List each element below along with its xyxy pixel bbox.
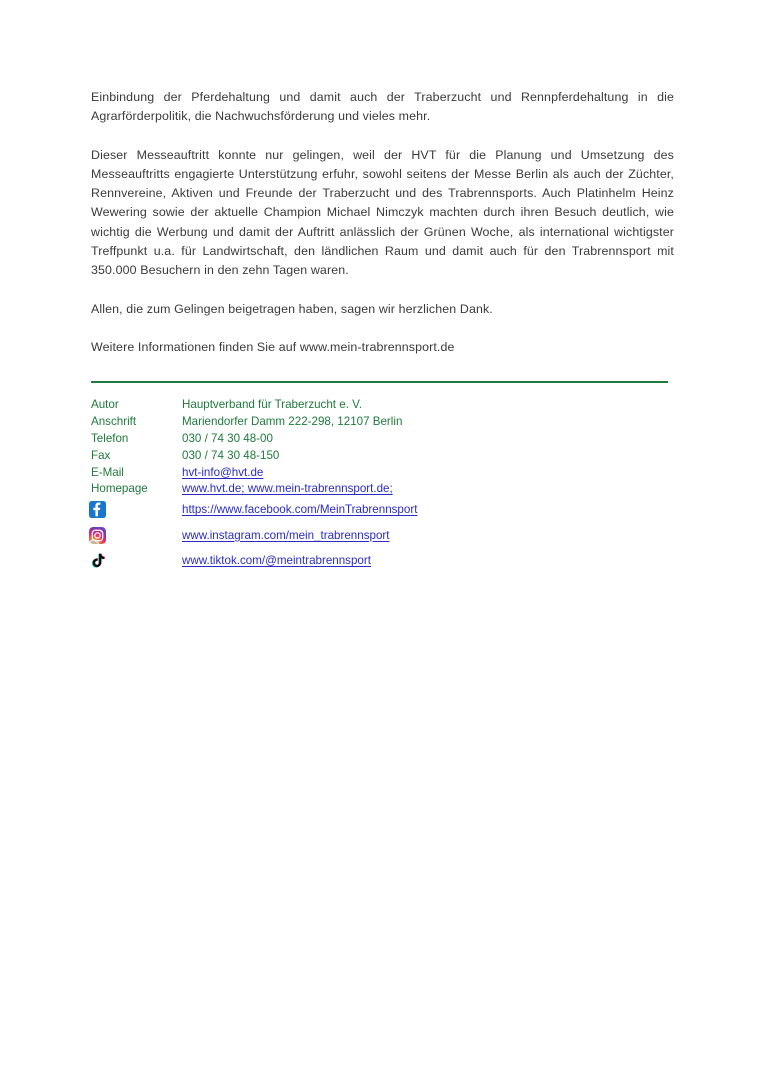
instagram-icon-cell[interactable] bbox=[89, 527, 182, 544]
contact-label: Homepage bbox=[91, 482, 148, 496]
contact-label: Anschrift bbox=[91, 414, 137, 428]
social-row-facebook bbox=[89, 497, 672, 522]
body-text-block bbox=[91, 88, 674, 357]
contact-row-email bbox=[91, 465, 674, 482]
contact-block bbox=[91, 397, 674, 498]
contact-value: Hauptverband für Traberzucht e. V. bbox=[182, 398, 363, 411]
social-row-instagram bbox=[89, 522, 672, 547]
tiktok-icon-cell[interactable] bbox=[89, 552, 182, 569]
paragraph-spacer bbox=[91, 127, 674, 146]
paragraph-spacer bbox=[91, 281, 674, 300]
tiktok-link[interactable]: www.tiktok.com/@meintrabrennsport bbox=[182, 553, 371, 567]
contact-row-autor bbox=[91, 397, 674, 414]
contact-row-fax bbox=[91, 448, 674, 465]
paragraph-3: Allen, die zum Gelingen beigetragen haben, sagen wir herzlichen Dank. bbox=[91, 301, 493, 316]
contact-label: Telefon bbox=[91, 431, 129, 445]
facebook-link[interactable]: https://www.facebook.com/MeinTrabrennsport bbox=[182, 503, 418, 517]
paragraph-1: Einbindung der Pferdehaltung und damit auch der Traberzucht und Rennpferdehaltung in die Agrarförderpolitik, die Nachwuchsförderung und vieles mehr. bbox=[91, 90, 674, 124]
paragraph-spacer bbox=[91, 319, 674, 338]
contact-row-homepage bbox=[91, 481, 674, 498]
contact-value: 030 / 74 30 48-00 bbox=[182, 431, 273, 445]
homepage-link[interactable]: www.hvt.de; www.mein-trabrennsport.de; bbox=[182, 482, 393, 496]
facebook-icon[interactable] bbox=[89, 501, 106, 518]
section-divider bbox=[91, 381, 668, 383]
contact-value: Mariendorfer Damm 222-298, 12107 Berlin bbox=[182, 414, 403, 428]
contact-row-telefon bbox=[91, 431, 674, 448]
contact-value: 030 / 74 30 48-150 bbox=[182, 448, 280, 462]
contact-label: Autor bbox=[91, 398, 119, 411]
facebook-icon-cell[interactable] bbox=[89, 501, 182, 518]
social-links-block bbox=[89, 497, 672, 573]
contact-label: Fax bbox=[91, 448, 111, 462]
tiktok-icon[interactable] bbox=[89, 552, 106, 569]
email-link[interactable]: hvt-info@hvt.de bbox=[182, 465, 264, 479]
instagram-link[interactable]: www.instagram.com/mein_trabrennsport bbox=[182, 528, 390, 542]
social-row-tiktok bbox=[89, 548, 672, 573]
paragraph-2: Dieser Messeauftritt konnte nur gelingen, weil der HVT für die Planung und Umsetzung des Messeauftritts engagierte Unterstützung erfuhr, sowohl seitens der Messe Berlin als auch der Züchter, Rennvereine, Aktiven und Freunde der Traberzucht und des Trabrennsports. Auch Platinhelm Heinz Wewering sowie der aktuelle Champion Michael Nimczyk machten durch ihren Besuch deutlich, wie wichtig die Werbung und damit der Auftritt anlässlich der Grünen Woche, als international wichtigster Treffpunkt u.a. für Landwirtschaft, den ländlichen Raum und damit auch für den Trabrennsport mit 350.000 Besuchern in den zehn Tagen waren. bbox=[91, 147, 674, 278]
instagram-icon[interactable] bbox=[89, 527, 106, 544]
paragraph-4: Weitere Informationen finden Sie auf www.mein-trabrennsport.de bbox=[91, 339, 455, 354]
contact-label: E-Mail bbox=[91, 465, 124, 479]
contact-row-anschrift bbox=[91, 414, 674, 431]
